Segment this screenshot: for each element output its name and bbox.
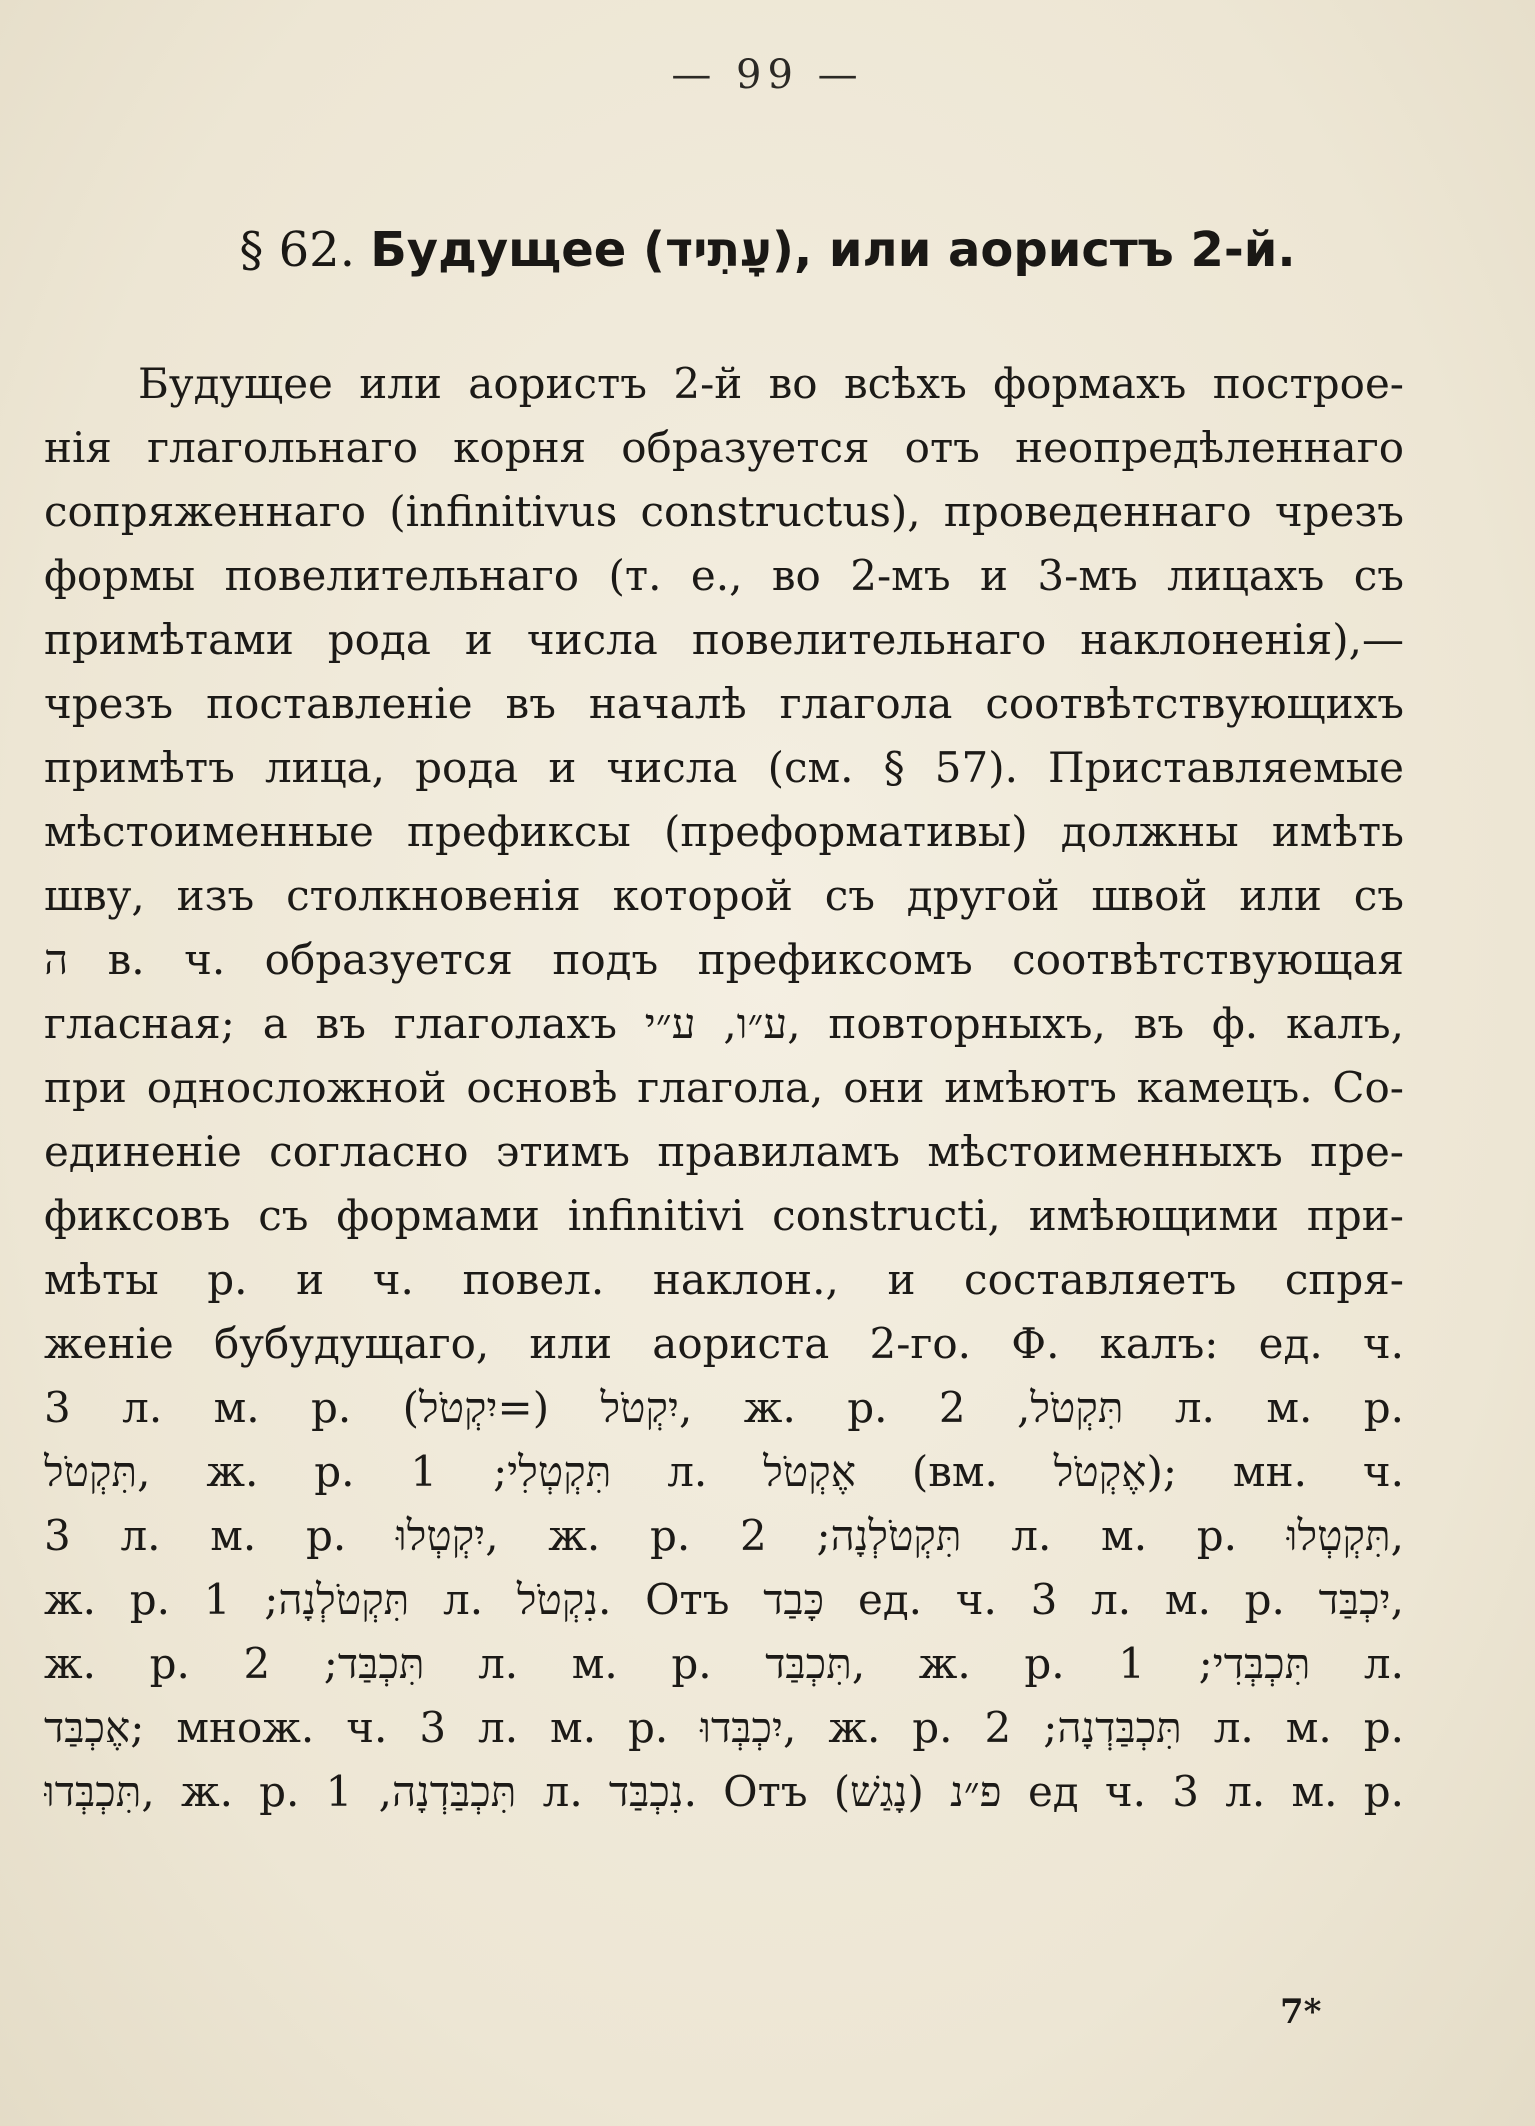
- section-title: [0, 222, 1535, 278]
- text-line: תִּקְטֹל, ж. р. תִּקְטְלִי; 1 л. אֶקְטֹל (вм. אֶקְטֹל); мн. ч.: [44, 1447, 1404, 1496]
- text-line: Будущее или аористъ 2-й во всѣхъ формахъ построе-: [138, 359, 1404, 408]
- text-line: אֶכְבַּד; множ. ч. 3 л. м. р. יִכְבְּדוּ, ж. р. תִּכְבַּדְנָה; 2 л. м. р.: [44, 1703, 1404, 1752]
- text-line: 3 л. м. р. יִקְטְלוּ, ж. р. תִּקְטֹלְנָה; 2 л. м. р. תִּקְטְלוּ,: [44, 1511, 1404, 1560]
- printer-signature-mark: 7*: [1280, 1992, 1322, 2032]
- text-line: примѣтами рода и числа повелительнаго наклоненія),—: [44, 615, 1404, 664]
- text-line: примѣтъ лица, рода и числа (см. § 57). Приставляемые: [44, 743, 1404, 792]
- title-hebrew-word: עָתִיד: [664, 222, 773, 278]
- text-line: мѣты р. и ч. повел. наклон., и составляетъ спря-: [44, 1255, 1404, 1304]
- text-line: תִּכְבְּדוּ, ж. р. תִּכְבַּדְנָה, 1 л. נִכְבַּד. Отъ פ״נ (נָגַשׁ) ед ч. 3 л. м. р.: [44, 1767, 1404, 1816]
- body-text: [44, 352, 1404, 1824]
- text-line: при односложной основѣ глагола, они имѣютъ камецъ. Со-: [44, 1063, 1404, 1112]
- text-line: единеніе согласно этимъ правиламъ мѣстоименныхъ пре-: [44, 1127, 1404, 1176]
- text-line: шву, изъ столкновенія которой съ другой швой или съ: [44, 871, 1404, 920]
- page-number: — 99 —: [671, 52, 864, 98]
- text-line: женіе бубудущаго, или аориста 2-го. Ф. калъ: ед. ч.: [44, 1319, 1404, 1368]
- text-line: мѣстоименные префиксы (преформативы) должны имѣть: [44, 807, 1404, 856]
- title-text-after: ), или аористъ 2-й.: [772, 222, 1296, 278]
- text-line: ж. р. תִּקְטֹלְנָה; 1 л. נִקְטֹל. Отъ כָּבַד ед. ч. 3 л. м. р. יִכְבַּד,: [44, 1575, 1404, 1624]
- title-text-before: Будущее (: [370, 222, 665, 278]
- text-line: фиксовъ съ формами infinitivi constructi, имѣющими при-: [44, 1191, 1404, 1240]
- text-line: гласная; а въ глаголахъ ע״ו, ע״י, повторныхъ, въ ф. калъ,: [44, 999, 1404, 1048]
- text-line: чрезъ поставленіе въ началѣ глагола соотвѣтствующихъ: [44, 679, 1404, 728]
- text-line: формы повелительнаго (т. е., во 2-мъ и 3-мъ лицахъ съ: [44, 551, 1404, 600]
- text-line: 3 л. м. р. יִקְטֹל (=יִקְטֹל), ж. р. תִּקְטֹל, 2 л. м. р.: [44, 1383, 1404, 1432]
- text-line: ж. р. תִּכְבַּד; 2 л. м. р. תִּכְבַּד, ж. р. תִּכְבְּדִי; 1 л.: [44, 1639, 1404, 1688]
- text-line: нія глагольнаго корня образуется отъ неопредѣленнаго: [44, 423, 1404, 472]
- section-number: § 62.: [239, 222, 355, 278]
- text-line: ה в. ч. образуется подъ префиксомъ соотвѣтствующая: [44, 935, 1404, 984]
- text-line: сопряженнаго (infinitivus constructus), проведеннаго чрезъ: [44, 487, 1404, 536]
